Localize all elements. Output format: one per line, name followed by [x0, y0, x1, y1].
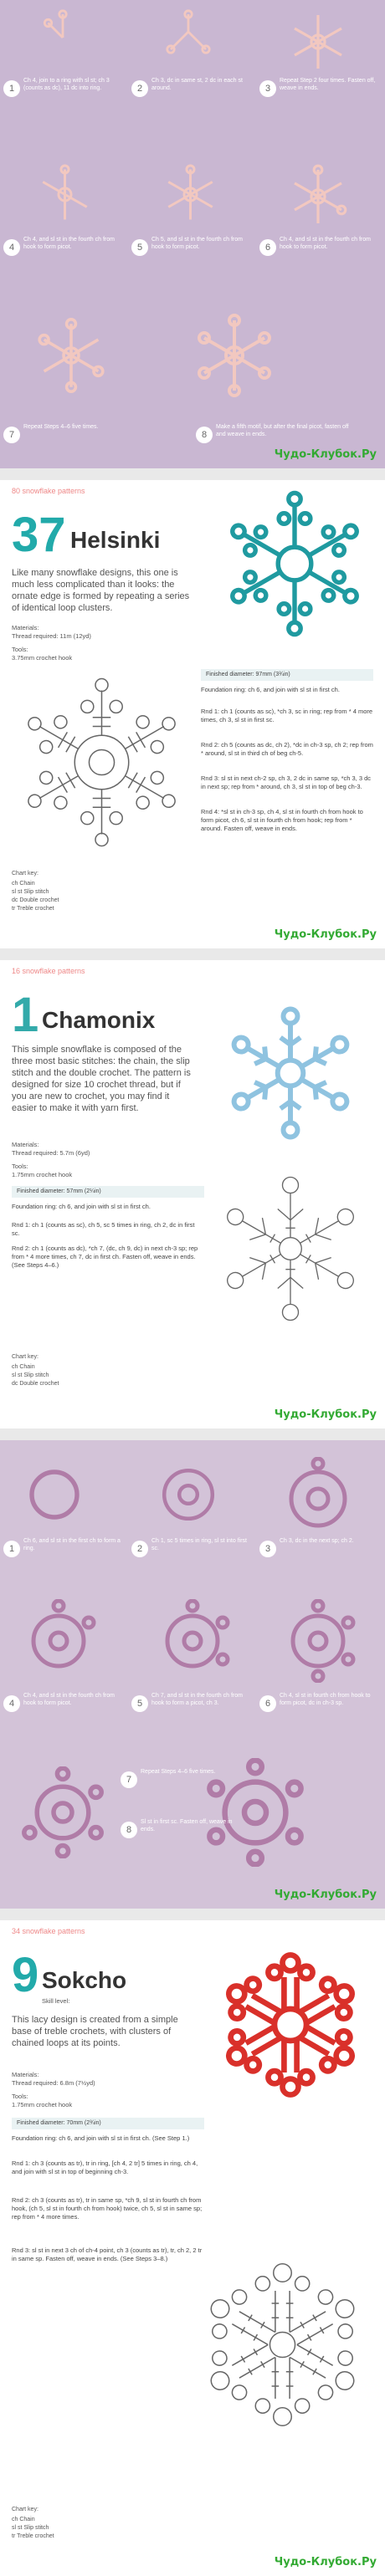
- page-header: 34 snowflake patterns: [12, 1927, 85, 1935]
- step-5: 5 Ch 5, and sl st in the fourth ch from hook to form picot.: [128, 159, 254, 301]
- skill-level-label: Skill level:: [42, 1997, 70, 2005]
- page-sokcho: [0, 1920, 385, 2576]
- materials-label: Materials:: [12, 1141, 39, 1148]
- materials-label: Materials:: [12, 2071, 39, 2078]
- watermark: Чудо-Клубок.Ру: [274, 928, 377, 941]
- step-5: 5 Ch 7, and sl st in the fourth ch from hook to form a picot, ch 3.: [128, 1603, 254, 1745]
- step-7: 7 Repeat Steps 4–6 five times.: [0, 351, 126, 493]
- step-3: 3 Repeat Step 2 four times. Fasten off, weave in ends.: [256, 0, 382, 142]
- step-4: 4 Ch 4, and sl st in the fourth ch from hook to form picot.: [0, 159, 126, 301]
- page-chamonix: [0, 960, 385, 1429]
- crochet-chart-chamonix: [211, 1169, 370, 1328]
- motif-photo-7: [17, 1766, 109, 1858]
- snowflake-photo-sokcho: [211, 1945, 370, 2104]
- page-separator: [0, 1909, 385, 1920]
- page-process-photos-1: [0, 0, 385, 468]
- tools: 3.75mm crochet hook: [12, 654, 73, 662]
- finished-size: Finished diameter: 57mm (2¼in): [12, 1186, 204, 1198]
- tools-label: Tools:: [12, 1163, 28, 1170]
- materials: Thread required: 11m (12yd): [12, 632, 91, 640]
- pattern-name: Chamonix: [42, 1007, 156, 1033]
- step-8: 8 Sl st in first sc. Fasten off, weave in ends.: [117, 1817, 243, 1959]
- materials: Thread required: 6.8m (7½yd): [12, 2079, 95, 2087]
- step-6: 6 Ch 4, and sl st in the fourth ch from hook to form picot.: [256, 159, 382, 301]
- chart-key-item: sl st Slip stitch: [12, 2525, 49, 2531]
- page-separator: [0, 468, 385, 480]
- chart-key-label: Chart key:: [12, 2507, 38, 2512]
- round-2: Rnd 2: ch 5 (counts as dc, ch 2), *dc in ch-3 sp, ch 2; rep from * around, sl st in third ch of beg ch-5.: [201, 741, 373, 757]
- step-2: 2 Ch 1, sc 5 times in ring, sl st into first sc.: [128, 1440, 254, 1582]
- watermark: Чудо-Клубок.Ру: [274, 1889, 377, 1901]
- tools-label: Tools:: [12, 646, 28, 653]
- page-separator: [0, 948, 385, 960]
- watermark: Чудо-Клубок.Ру: [274, 1408, 377, 1421]
- chart-key-label: Chart key:: [12, 871, 38, 877]
- pattern-number: 1: [12, 988, 39, 1042]
- page-helsinki: [0, 480, 385, 948]
- finished-size: Finished diameter: 97mm (3¾in): [201, 669, 373, 681]
- pattern-number: 37: [12, 508, 66, 562]
- round-3: Rnd 3: sl st in next ch-2 sp, ch 3, 2 dc in same sp, *ch 3, 3 dc in next sp; rep from * around, ch 3, sl st in top of beg ch-3.: [201, 774, 372, 790]
- watermark: Чудо-Клубок.Ру: [274, 2556, 377, 2568]
- round-3: Rnd 3: sl st in next 3 ch of ch-4 point, ch 3 (counts as tr), tr, ch 2, 2 tr in same sp. Fasten off, weave in ends. (See Steps 3–8.): [12, 2246, 203, 2262]
- step-7: 7 Repeat Steps 4–6 five times.: [117, 1766, 243, 1909]
- round-2: Rnd 2: ch 3 (counts as tr), tr in same sp, *ch 9, sl st in fourth ch from hook, (ch 5, sl st in fourth ch from hook) twice, ch 5, sl st in same sp; rep from * 4 more times.: [12, 2196, 203, 2221]
- chart-key-item: tr Treble crochet: [12, 906, 54, 912]
- step-2: 2 Ch 3, dc in same st, 2 dc in each st around.: [128, 0, 254, 142]
- step-1: 1 Ch 6, and sl st in the first ch to form a ring.: [0, 1440, 126, 1582]
- chart-key-item: tr Treble crochet: [12, 2533, 54, 2539]
- page-process-photos-2: [0, 1440, 385, 1909]
- chart-key-item: ch Chain: [12, 881, 35, 887]
- materials: Thread required: 5.7m (6yd): [12, 1149, 90, 1157]
- step-4: 4 Ch 4, and sl st in the fourth ch from hook to form picot.: [0, 1603, 126, 1745]
- step-6: 6 Ch 4, sl st in fourth ch from hook to form picot, dc in ch-3 sp.: [256, 1603, 382, 1745]
- chart-key-item: ch Chain: [12, 1364, 35, 1370]
- finished-size: Finished diameter: 70mm (2¾in): [12, 2118, 204, 2129]
- foundation-ring: Foundation ring: ch 6, and join with sl st in first ch.: [12, 1203, 151, 1210]
- foundation-ring: Foundation ring: ch 6, and join with sl st in first ch.: [201, 686, 340, 693]
- lead-text: This simple snowflake is composed of the three most basic stitches: the chain, the slip stitch and the double crochet. The pattern is designed for size 10 crochet thread, but if you are new to crochet, you may find it easier to make it with yarn first.: [12, 1045, 191, 1113]
- page-separator: [0, 1429, 385, 1440]
- round-2: Rnd 2: ch 1 (counts as dc), *ch 7, (dc, ch 9, dc) in next ch-3 sp; rep from * 4 more times, ch 7, dc in first ch. Fasten off, weave in ends. (See Steps 4–6.): [12, 1245, 198, 1269]
- tools-label: Tools:: [12, 2093, 28, 2100]
- pattern-name: Sokcho: [42, 1967, 127, 1993]
- step-8: 8 Make a fifth motif, but after the final picot, fasten off and weave in ends.: [192, 351, 360, 493]
- step-3: 3 Ch 3, dc in the next sp; ch 2.: [256, 1440, 382, 1582]
- chart-key-item: sl st Slip stitch: [12, 889, 49, 895]
- chart-key-item: ch Chain: [12, 2517, 35, 2522]
- page-header: 16 snowflake patterns: [12, 967, 85, 975]
- pattern-number: 9: [12, 1948, 39, 2002]
- snowflake-photo-chamonix: [219, 1002, 362, 1144]
- round-1: Rnd 1: ch 1 (counts as sc), ch 5, sc 5 times in ring, ch 2, dc in first sc.: [12, 1221, 195, 1237]
- watermark: Чудо-Клубок.Ру: [274, 448, 377, 461]
- materials-label: Materials:: [12, 624, 39, 631]
- round-4: Rnd 4: *sl st in ch-3 sp, ch 4, sl st in fourth ch from hook to form picot, ch 6, sl st in fourth ch from hook; rep from * around. Fasten off, weave in ends.: [201, 808, 363, 832]
- lead-text: Like many snowflake designs, this one is much less complicated than it looks: the ornate edge is formed by repeating a series of identical loop clusters.: [12, 568, 190, 613]
- foundation-ring: Foundation ring: ch 6, and join with sl st in first ch. (See Step 1.): [12, 2134, 190, 2142]
- snowflake-photo-helsinki: [219, 488, 370, 639]
- chart-key-item: sl st Slip stitch: [12, 1372, 49, 1378]
- step-1: 1 Ch 4, join to a ring with sl st; ch 3 (counts as dc), 11 dc into ring.: [0, 0, 126, 142]
- tools: 1.75mm crochet hook: [12, 1171, 73, 1178]
- chart-key-label: Chart key:: [12, 1354, 38, 1360]
- crochet-chart-sokcho: [192, 2255, 372, 2435]
- crochet-chart-helsinki: [12, 672, 192, 852]
- page-header: 80 snowflake patterns: [12, 487, 85, 495]
- chart-key-item: dc Double crochet: [12, 897, 59, 903]
- round-1: Rnd 1: ch 3 (counts as tr), tr in ring, [ch 4, 2 tr] 5 times in ring, ch 4, and join with sl st in top of beginning ch-3.: [12, 2159, 198, 2175]
- tools: 1.75mm crochet hook: [12, 2101, 73, 2108]
- pattern-name: Helsinki: [70, 527, 161, 553]
- chart-key-item: dc Double crochet: [12, 1381, 59, 1387]
- lead-text: This lacy design is created from a simple base of treble crochets, with clusters of chained loops at its points.: [12, 2015, 178, 2048]
- round-1: Rnd 1: ch 1 (counts as sc), *ch 3, sc in ring; rep from * 4 more times, ch 3, sl st in first sc.: [201, 708, 373, 723]
